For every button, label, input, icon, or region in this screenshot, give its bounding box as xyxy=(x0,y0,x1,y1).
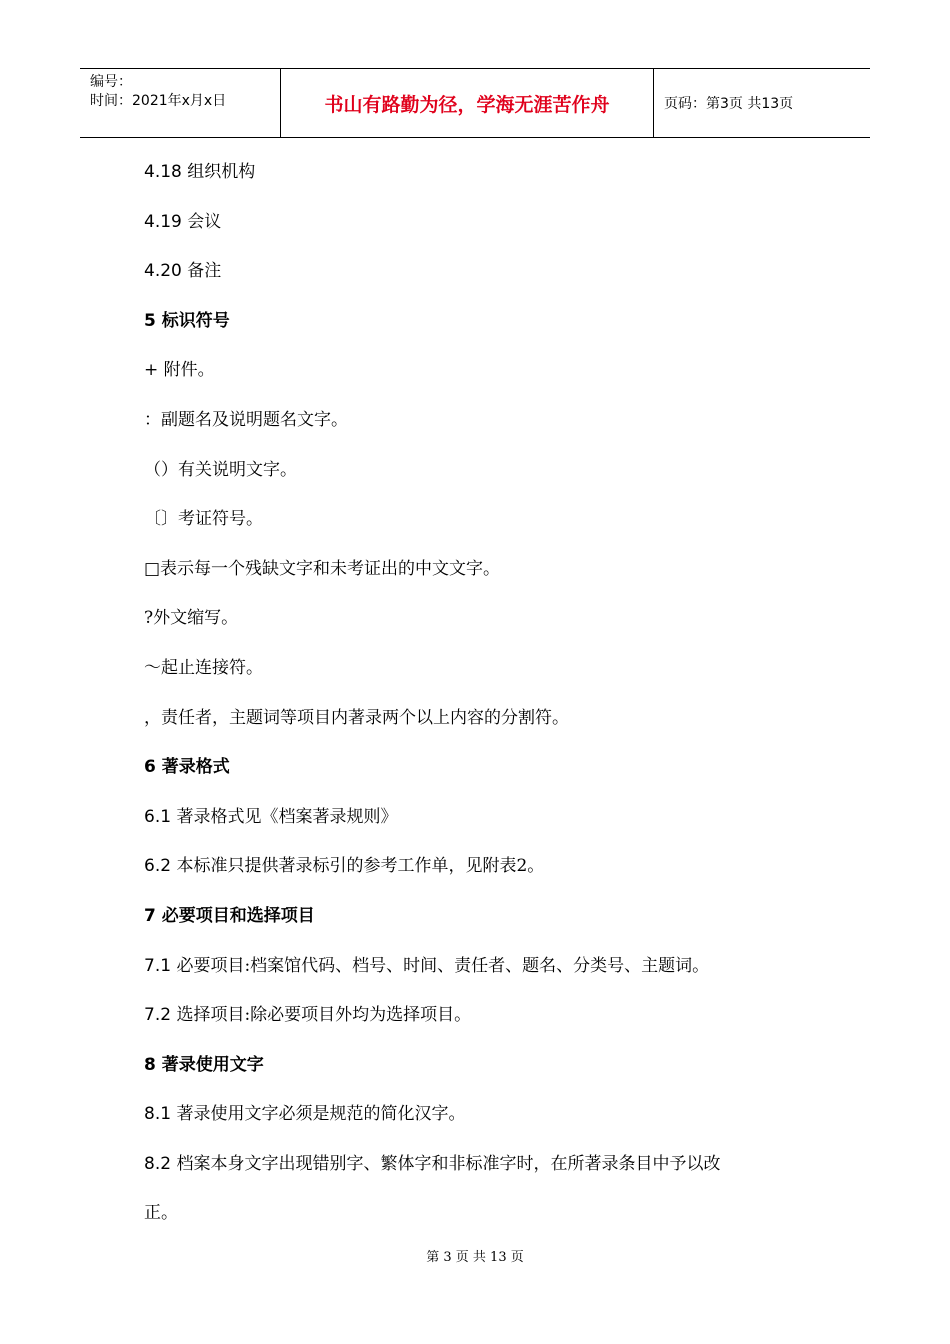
line-number: 4.20 xyxy=(144,261,182,282)
line-text: 本标准只提供著录标引的参考工作单，见附表2。 xyxy=(176,856,545,877)
line-text: ?外文缩写。 xyxy=(144,608,239,629)
line-text: 备注 xyxy=(187,261,222,282)
page-footer: 第 3 页 共 13 页 xyxy=(426,1250,524,1265)
line-text: 著录使用文字必须是规范的简化汉字。 xyxy=(176,1104,466,1125)
line-text: 档案本身文字出现错别字、繁体字和非标准字时，在所著录条目中予以改 xyxy=(176,1153,721,1174)
text-line xyxy=(144,446,824,496)
line-number: 7.2 xyxy=(144,1005,172,1026)
section-heading xyxy=(144,1041,824,1091)
text-line xyxy=(144,148,824,198)
line-text: 选择项目:除必要项目外均为选择项目。 xyxy=(176,1005,472,1026)
line-text: 著录使用文字 xyxy=(161,1054,264,1075)
line-number: 6.2 xyxy=(144,856,172,877)
line-number: 6.1 xyxy=(144,806,172,827)
line-number: 8.1 xyxy=(144,1104,172,1125)
section-heading xyxy=(144,297,824,347)
text-line xyxy=(144,495,824,545)
line-number: 4.18 xyxy=(144,162,182,182)
line-text: ～起止连接符。 xyxy=(144,657,263,678)
text-line xyxy=(144,1189,824,1239)
line-text: 会议 xyxy=(187,211,222,232)
text-line xyxy=(144,1140,824,1190)
text-line xyxy=(144,842,824,892)
line-number: 6 xyxy=(144,757,156,778)
line-number: 4.19 xyxy=(144,211,182,232)
line-text: + 附件。 xyxy=(144,360,215,381)
page-header xyxy=(80,68,870,138)
line-text: ，责任者，主题词等项目内著录两个以上内容的分割符。 xyxy=(144,707,569,728)
document-time-label: 时间：2021年x月x日 xyxy=(90,93,227,109)
line-text: 〔〕考证符号。 xyxy=(144,509,263,530)
line-number: 7 xyxy=(144,905,156,926)
text-line xyxy=(144,247,824,297)
text-line xyxy=(144,1090,824,1140)
text-line xyxy=(144,396,824,446)
line-number: 5 xyxy=(144,310,156,331)
line-text: （）有关说明文字。 xyxy=(144,459,297,480)
line-text: ：副题名及说明题名文字。 xyxy=(144,409,348,430)
line-text: 标识符号 xyxy=(161,310,230,331)
header-motto: 书山有路勤为径，学海无涯苦作舟 xyxy=(281,69,654,137)
text-line xyxy=(144,644,824,694)
document-code-label: 编号： xyxy=(90,74,132,90)
text-line xyxy=(144,346,824,396)
line-text: 必要项目:档案馆代码、档号、时间、责任者、题名、分类号、主题词。 xyxy=(176,955,710,976)
line-text: 正。 xyxy=(144,1203,178,1224)
text-line xyxy=(144,545,824,595)
section-heading xyxy=(144,892,824,942)
text-line xyxy=(144,198,824,248)
line-text: 著录格式见《档案著录规则》 xyxy=(176,806,398,827)
document-body xyxy=(144,148,824,1239)
line-number: 8 xyxy=(144,1054,156,1075)
text-line xyxy=(144,793,824,843)
text-line xyxy=(144,694,824,744)
text-line xyxy=(144,991,824,1041)
header-meta xyxy=(80,69,281,137)
text-line xyxy=(144,942,824,992)
line-text: 著录格式 xyxy=(161,757,230,778)
line-number: 8.2 xyxy=(144,1153,172,1174)
line-number: 7.1 xyxy=(144,955,172,976)
section-heading xyxy=(144,743,824,793)
text-line xyxy=(144,594,824,644)
header-page-info: 页码：第3页 共13页 xyxy=(664,96,794,112)
line-text: 组织机构 xyxy=(187,162,256,182)
line-text: 必要项目和选择项目 xyxy=(161,905,315,926)
line-text: □表示每一个残缺文字和未考证出的中文文字。 xyxy=(144,558,501,579)
